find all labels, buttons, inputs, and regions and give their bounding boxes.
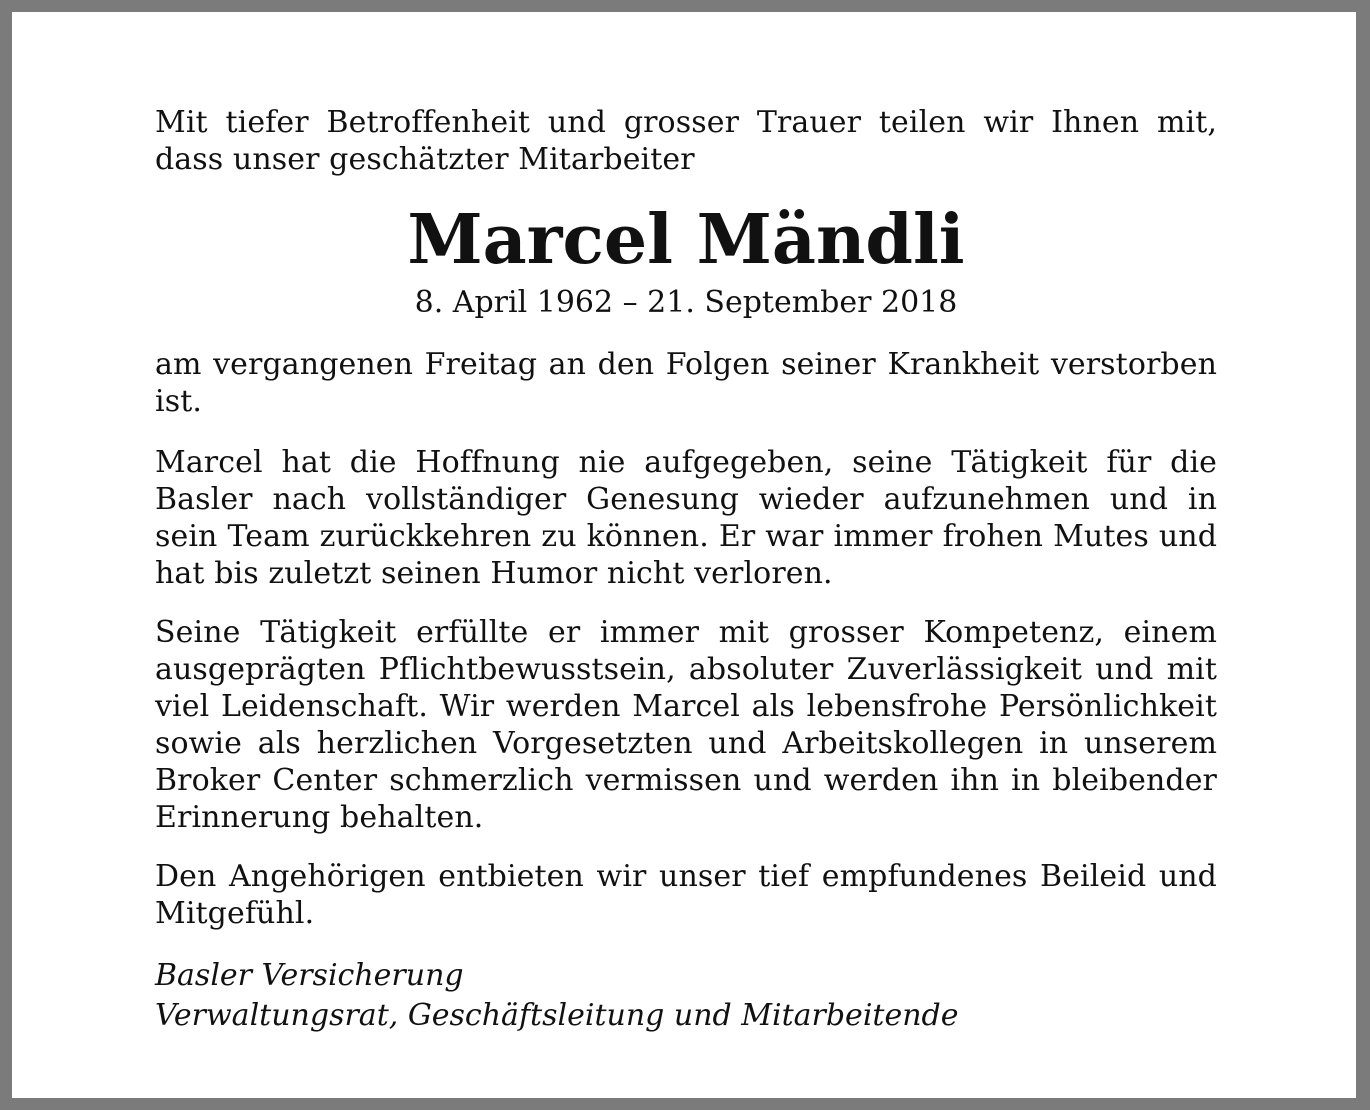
deceased-name: Marcel Mändli <box>407 200 965 280</box>
signature-block <box>155 956 1217 1036</box>
paragraph-hope: Marcel hat die Hoffnung nie aufgegeben, seine Tätigkeit für die Basler nach vollständiger Genesung wieder aufzunehmen und in sein Team zurückkehren zu können. Er war immer frohen Mutes und hat bis zuletzt seinen Humor nicht verloren. <box>155 445 1217 591</box>
obituary-notice <box>155 104 1217 1036</box>
life-dates: 8. April 1962 – 21. September 2018 <box>414 285 958 320</box>
signature-groups: Verwaltungsrat, Geschäftsleitung und Mitarbeitende <box>155 998 959 1033</box>
intro-text: Mit tiefer Betroffenheit und grosser Trauer teilen wir Ihnen mit, dass unser geschätzter Mitarbeiter <box>155 105 1217 177</box>
document-page <box>12 12 1356 1098</box>
signature-company: Basler Versicherung <box>155 958 464 993</box>
death-statement: am vergangenen Freitag an den Folgen seiner Krankheit verstorben ist. <box>155 347 1217 419</box>
paragraph-condolences: Den Angehörigen entbieten wir unser tief empfundenes Beileid und Mitgefühl. <box>155 859 1217 931</box>
paragraph-tribute: Seine Tätigkeit erfüllte er immer mit grosser Kompetenz, einem ausgeprägten Pflichtbewusstsein, absoluter Zuverlässigkeit und mit viel Leidenschaft. Wir werden Marcel als lebensfrohe Persönlichkeit sowie als herzlichen Vorgesetzten und Arbeitskollegen in unserem Broker Center schmerzlich vermissen und werden ihn in bleibender Erinnerung behalten. <box>155 615 1217 835</box>
